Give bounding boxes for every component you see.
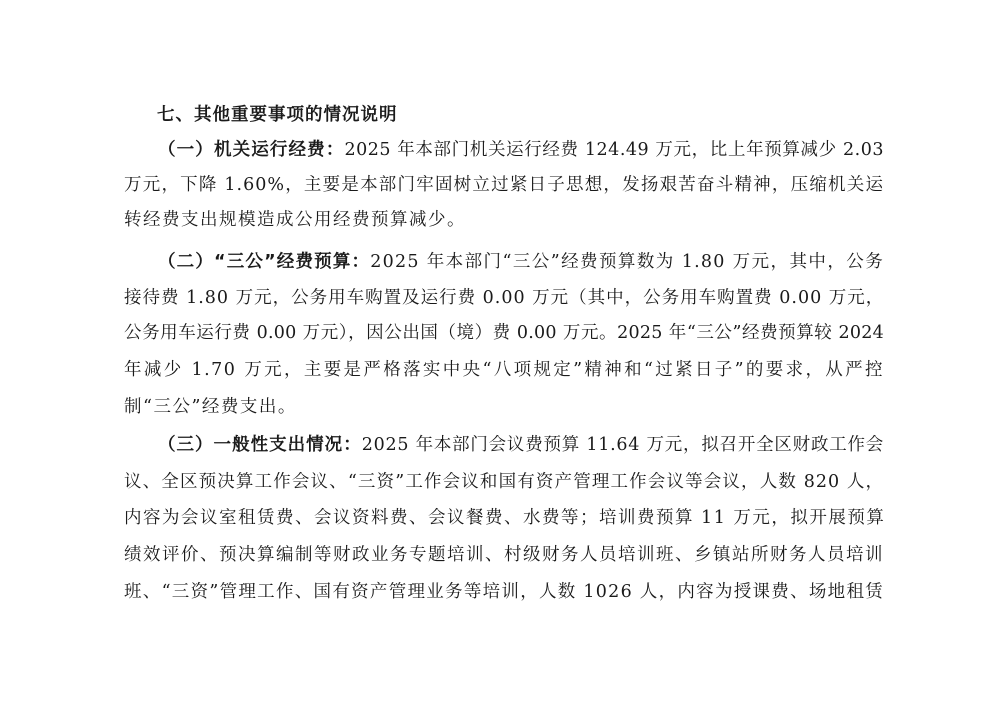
paragraph-1-lead: （一）机关运行经费： <box>158 140 345 160</box>
paragraph-2-line-4: 年减少 1.70 万元，主要是严格落实中央“八项规定”精神和“过紧日子”的要求，从严控 <box>124 360 884 380</box>
paragraph-1-line-3: 转经费支出规模造成公用经费预算减少。 <box>124 210 466 230</box>
paragraph-1-line-1 <box>158 135 884 165</box>
paragraph-1-line-2: 万元，下降 1.60%，主要是本部门牢固树立过紧日子思想，发扬艰苦奋斗精神，压缩机关运 <box>124 175 884 195</box>
paragraph-2-line-2: 接待费 1.80 万元，公务用车购置及运行费 0.00 万元（其中，公务用车购置费 0.00 万元， <box>124 288 885 308</box>
paragraph-3-text-1: 2025 年本部门会议费预算 11.64 万元，拟召开全区财政工作会 <box>361 435 885 455</box>
section-heading: 七、其他重要事项的情况说明 <box>157 105 398 125</box>
paragraph-3-line-3: 内容为会议室租赁费、会议资料费、会议餐费、水费等；培训费预算 11 万元，拟开展预算 <box>124 508 886 528</box>
paragraph-3-line-4: 绩效评价、预决算编制等财政业务专题培训、村级财务人员培训班、乡镇站所财务人员培训 <box>124 545 884 565</box>
paragraph-3-line-2: 议、全区预决算工作会议、“三资”工作会议和国有资产管理工作会议等会议，人数 820 人， <box>124 472 884 492</box>
paragraph-3-lead: （三）一般性支出情况： <box>158 435 362 455</box>
paragraph-3-line-1 <box>158 430 884 460</box>
paragraph-1-text-1: 2025 年本部门机关运行经费 124.49 万元，比上年预算减少 2.03 <box>344 140 885 160</box>
paragraph-3-line-5: 班、“三资”管理工作、国有资产管理业务等培训，人数 1026 人，内容为授课费、场地租赁 <box>124 582 884 602</box>
paragraph-2-text-1: 2025 年本部门“三公”经费预算数为 1.80 万元，其中，公务 <box>370 252 884 272</box>
paragraph-2-lead: （二）“三公”经费预算： <box>158 252 371 272</box>
paragraph-2-line-1 <box>158 247 884 277</box>
paragraph-2-line-3: 公务用车运行费 0.00 万元），因公出国（境）费 0.00 万元。2025 年“三公”经费预算较 2024 <box>124 323 884 343</box>
paragraph-2-line-5: 制“三公”经费支出。 <box>124 397 297 417</box>
